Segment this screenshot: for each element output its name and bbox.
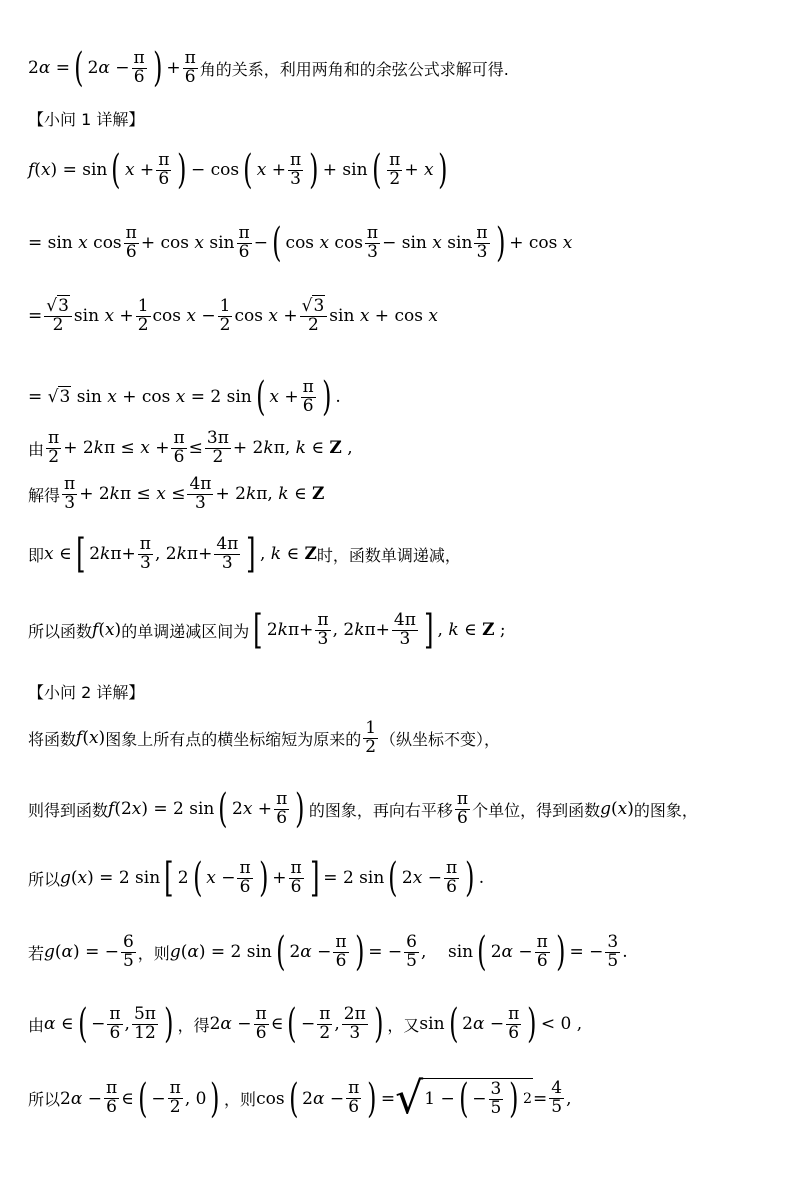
text: 所以 — [28, 1090, 61, 1109]
text: 即 — [28, 545, 45, 565]
text: （纵坐标不变）， — [380, 729, 501, 749]
text: 图象上所有点的横坐标缩短为原来的 — [105, 729, 362, 749]
math-line-coeff: = $\frac{√3}{2}$ sin x + $\frac{1}{2}$ cos x − $\frac{1}{2}$ cos x + $\frac{√3}{2}$ sin x + cos x — [28, 296, 438, 335]
text: 由 — [28, 439, 45, 459]
math-line-simplify: = √3 sin x + cos x = 2 sin ( x + $\frac{\pi}{6}$ ) . — [28, 374, 341, 420]
text: ，则 — [137, 943, 170, 963]
math-line-fx: f(x) = sin ( x + $\frac{\pi}{6}$ ) − cos ( x + $\frac{\pi}{3}$ ) + sin ( $\frac{\pi}{2}$ + x ) — [28, 147, 448, 193]
text: 将函数 — [28, 729, 77, 749]
text: 的图象，再向右平移 — [308, 800, 453, 820]
text: 所以函数 — [28, 621, 93, 641]
math-line-range: 由 α ∈ ( − $\frac{\pi}{6}$ , $\frac{5\pi}{12}$ ) ，得 2α − $\frac{\pi}{6}$ ∈ ( − $\frac{\pi}{2}$ , $\frac{2\pi}{3}$ ) ，又 sin ( 2α − $\frac{\pi}{6}$ ) < 0 , — [28, 1001, 583, 1047]
heading-part1: 【小问 1 详解】 — [28, 110, 145, 129]
text-line-shift: 则得到函数 f(2x) = 2 sin ( 2x + $\frac{\pi}{6}$ ) 的图象，再向右平移 $\frac{\pi}{6}$ 个单位，得到函数 g(x) 的图象， — [28, 786, 698, 832]
text: 个单位，得到函数 — [472, 800, 601, 820]
text: 角的关系，利用两角和的余弦公式求解可得. — [199, 59, 509, 79]
text: 时，函数单调递减， — [316, 545, 461, 565]
text: 所以 — [28, 869, 61, 889]
math-line-cos: 所以 2α − $\frac{\pi}{6}$ ∈ ( − $\frac{\pi}{2}$ , 0 ) ，则 cos ( 2α − $\frac{\pi}{6}$ ) = √ 1 − ( − $\frac{3}{5}$ ) 2 = $\frac{4}{5}$ , — [28, 1073, 572, 1124]
text: 的图象， — [633, 800, 698, 820]
text-line-shrink: 将函数 f(x) 图象上所有点的横坐标缩短为原来的 $\frac{1}{2}$ （纵坐标不变）， — [28, 718, 501, 757]
math-line-interval: 即 x ∈ [ 2kπ+ $\frac{\pi}{3}$ , 2kπ+ $\frac{4\pi}{3}$ ] , k ∈ Z 时，函数单调递减， — [28, 531, 461, 577]
text: ，又 — [387, 1015, 420, 1035]
math-line-solve: 解得 $\frac{\pi}{3}$ + 2kπ ≤ x ≤ $\frac{4\pi}{3}$ + 2kπ, k ∈ Z — [28, 474, 325, 513]
math-line-dec-interval: 所以函数 f(x) 的单调递减区间为 [ 2kπ+ $\frac{\pi}{3}$ , 2kπ+ $\frac{4\pi}{3}$ ] , k ∈ Z ; — [28, 607, 506, 653]
math-line-expand: = sin x cos $\frac{\pi}{6}$ + cos x sin $\frac{\pi}{6}$ − ( cos x cos $\frac{\pi}{3}$ − sin x sin $\frac{\pi}{3}$ ) + cos x — [28, 220, 573, 266]
text: 由 — [28, 1015, 45, 1035]
heading-part2: 【小问 2 详解】 — [28, 683, 145, 702]
math-line-ineq: 由 $\frac{\pi}{2}$ + 2kπ ≤ x + $\frac{\pi}{6}$ ≤ $\frac{3\pi}{2}$ + 2kπ, k ∈ Z , — [28, 428, 353, 467]
math-line-gx: 所以 g(x) = 2 sin [ 2 ( x − $\frac{\pi}{6}$ ) + $\frac{\pi}{6}$ ] = 2 sin ( 2x − $\frac{\pi}{6}$ ) . — [28, 855, 485, 901]
math-line-1: 2α = ( 2α − $\frac{\pi}{6}$ ) + $\frac{\pi}{6}$ 角的关系，利用两角和的余弦公式求解可得. — [28, 45, 509, 91]
text: 解得 — [28, 485, 61, 505]
text: ，得 — [177, 1015, 210, 1035]
text: ，则 — [224, 1090, 257, 1109]
text: 则得到函数 — [28, 800, 109, 820]
text: 的单调递减区间为 — [121, 621, 250, 641]
math-line-galpha: 若 g(α) = − $\frac{6}{5}$ ，则 g(α) = 2 sin ( 2α − $\frac{\pi}{6}$ ) = − $\frac{6}{5}$ , sin ( 2α − $\frac{\pi}{6}$ ) = − $\frac{3}{5}$ . — [28, 929, 628, 975]
text: 若 — [28, 943, 45, 963]
